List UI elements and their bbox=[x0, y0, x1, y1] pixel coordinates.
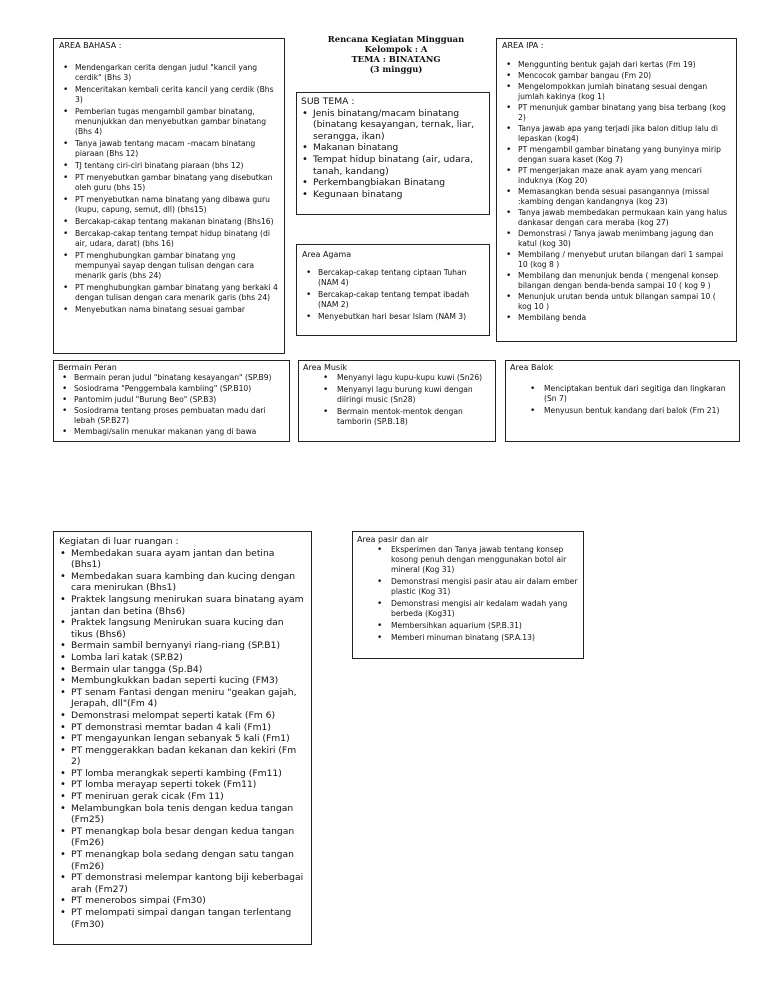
list-item: • Mengelompokkan jumlah binatang sesuai dengan jumlah kakinya (kog 1) bbox=[502, 82, 731, 102]
list-item: • Bercakap-cakap tentang makanan binatang (Bhs16) bbox=[59, 217, 279, 227]
list-item: • PT demonstrasi melempar kantong biji keberbagai arah (Fm27) bbox=[59, 872, 306, 895]
list-item: • Demonstrasi mengisi pasir atau air dalam ember plastic (Kog 31) bbox=[357, 577, 579, 597]
list-item: • PT mengayunkan lengan sebanyak 5 kali (Fm1) bbox=[59, 733, 306, 745]
list-item: • Demonstrasi / Tanya jawab menimbang jagung dan katul (kog 30) bbox=[502, 229, 731, 249]
list-item: • Sosiodrama "Penggembala kambiing" (SP.B10) bbox=[58, 384, 285, 394]
list-item: • Membilang benda bbox=[502, 313, 731, 323]
list-item: • PT mengerjakan maze anak ayam yang mencari induknya (Kog 20) bbox=[502, 166, 731, 186]
list-item: • Menyanyi lagu kupu-kupu kuwi (Sn26) bbox=[303, 373, 491, 383]
list-item: • Bercakap-cakap tentang tempat hidup binatang (di air, udara, darat) (bhs 16) bbox=[59, 229, 279, 249]
list-item: • Membedakan suara ayam jantan dan betina (Bhs1) bbox=[59, 548, 306, 571]
bermain-peran-box bbox=[53, 360, 290, 442]
list-item: • Mencocok gambar bangau (Fm 20) bbox=[502, 71, 731, 81]
area-ipa-list bbox=[502, 60, 731, 323]
group-label: Kelompok : A bbox=[364, 44, 428, 54]
area-pasir-air-title: Area pasir dan air bbox=[357, 535, 429, 544]
list-item: • Menyanyi lagu burung kuwi dengan diiringi music (Sn28) bbox=[303, 385, 491, 405]
area-agama-title: Area Agama bbox=[302, 250, 352, 259]
area-ipa-title: AREA IPA : bbox=[502, 41, 544, 50]
area-bahasa-box bbox=[53, 38, 285, 354]
list-item: • Makanan binatang bbox=[301, 142, 485, 154]
bermain-peran-title: Bermain Peran bbox=[58, 363, 117, 372]
list-item: • Pantomim judul "Burung Beo" (SP.B3) bbox=[58, 395, 285, 405]
list-item: • TJ tentang ciri-ciri binatang piaraan (bhs 12) bbox=[59, 161, 279, 171]
list-item: • Menyebutkan hari besar Islam (NAM 3) bbox=[302, 312, 484, 322]
list-item: • PT demonstrasi memtar badan 4 kali (Fm1) bbox=[59, 722, 306, 734]
list-item: • Melambungkan bola tenis dengan kedua tangan (Fm25) bbox=[59, 803, 306, 826]
list-item: • PT mengambil gambar binatang yang bunyinya mirip dengan suara kaset (Kog 7) bbox=[502, 145, 731, 165]
list-item: • Tanya jawab membedakan permukaan kain yang halus dankasar dengan cara meraba (kog 27) bbox=[502, 208, 731, 228]
sub-tema-list bbox=[301, 108, 485, 201]
list-item: • Jenis binatang/macam binatang (binatang kesayangan, ternak, liar, serangga, ikan) bbox=[301, 108, 485, 143]
list-item: • Sosiodrama tentang proses pembuatan madu dari lebah (SP.B27) bbox=[58, 406, 285, 426]
list-item: • PT menghubungkan gambar binatang yang berkaki 4 dengan tulisan dengan cara menarik garis (bhs 24) bbox=[59, 283, 279, 303]
list-item: • PT melompati simpai dangan tangan terlentang (Fm30) bbox=[59, 907, 306, 930]
list-item: • Bermain sambil bernyanyi riang-riang (SP.B1) bbox=[59, 640, 306, 652]
area-ipa-box bbox=[496, 38, 737, 342]
sub-tema-box bbox=[296, 92, 490, 215]
list-item: • Memberi minuman binatang (SP.A.13) bbox=[357, 633, 579, 643]
kegiatan-luar-list bbox=[59, 548, 306, 931]
list-item: • Bercakap-cakap tentang tempat ibadah (NAM 2) bbox=[302, 290, 484, 310]
list-item: • PT menggerakkan badan kekanan dan kekiri (Fm 2) bbox=[59, 745, 306, 768]
list-item: • Menciptakan bentuk dari segitiga dan lingkaran (Sn 7) bbox=[510, 384, 735, 404]
list-item: • PT senam Fantasi dengan meniru "geakan gajah, Jerapah, dll"(Fm 4) bbox=[59, 687, 306, 710]
list-item: • Menggunting bentuk gajah dari kertas (Fm 19) bbox=[502, 60, 731, 70]
theme-label: TEMA : BINATANG bbox=[351, 54, 441, 64]
list-item: • Bermain mentok-mentok dengan tamborin (SP.B.18) bbox=[303, 407, 491, 427]
list-item: • Tanya jawab apa yang terjadi jika balon ditiup lalu di lepaskan (kog4) bbox=[502, 124, 731, 144]
list-item: • Mendengarkan cerita dengan judul "kancil yang cerdik" (Bhs 3) bbox=[59, 63, 279, 83]
list-item: • Bermain ular tangga (Sp.B4) bbox=[59, 664, 306, 676]
list-item: • Membagi/salin menukar makanan yang di bawa bbox=[58, 427, 285, 437]
list-item: • Praktek langsung Menirukan suara kucing dan tikus (Bhs6) bbox=[59, 617, 306, 640]
list-item: • PT lomba merangkak seperti kambing (Fm11) bbox=[59, 768, 306, 780]
area-balok-title: Area Balok bbox=[510, 363, 554, 372]
area-balok-box bbox=[505, 360, 740, 442]
list-item: • Membedakan suara kambing dan kucing dengan cara menirukan (Bhs1) bbox=[59, 571, 306, 594]
list-item: • PT menangkap bola besar dengan kedua tangan (Fm26) bbox=[59, 826, 306, 849]
list-item: • Membilang dan menunjuk benda ( mengenal konsep bilangan dengan benda-benda sampai 10 ( kog 9 ) bbox=[502, 271, 731, 291]
area-bahasa-list bbox=[59, 63, 279, 315]
list-item: • Menunjuk urutan benda untuk bilangan sampai 10 ( kog 10 ) bbox=[502, 292, 731, 312]
list-item: • Perkembangbiakan Binatang bbox=[301, 177, 485, 189]
area-bahasa-title: AREA BAHASA : bbox=[59, 41, 122, 50]
list-item: • Praktek langsung menirukan suara binatang ayam jantan dan betina (Bhs6) bbox=[59, 594, 306, 617]
area-musik-box bbox=[298, 360, 496, 442]
list-item: • PT menyebutkan nama binatang yang dibawa guru (kupu, capung, semut, dll) (bhs15) bbox=[59, 195, 279, 215]
list-item: • Menyusun bentuk kandang dari balok (Fm 21) bbox=[510, 406, 735, 416]
list-item: • Tempat hidup binatang (air, udara, tanah, kandang) bbox=[301, 154, 485, 177]
area-pasir-air-box bbox=[352, 531, 584, 659]
kegiatan-luar-title: Kegiatan di luar ruangan : bbox=[59, 536, 179, 547]
list-item: • Lomba lari katak (SP.B2) bbox=[59, 652, 306, 664]
area-musik-list bbox=[303, 373, 491, 427]
list-item: • PT menangkap bola sedang dengan satu tangan (Fm26) bbox=[59, 849, 306, 872]
list-item: • Kegunaan binatang bbox=[301, 189, 485, 201]
plan-title: Rencana Kegiatan Mingguan bbox=[327, 34, 465, 44]
list-item: • Tanya jawab tentang macam –macam binatang piaraan (Bhs 12) bbox=[59, 139, 279, 159]
list-item: • PT menyebutkan gambar binatang yang disebutkan oleh guru (bhs 15) bbox=[59, 173, 279, 193]
page-header bbox=[298, 34, 494, 74]
list-item: • Bermain peran judul "binatang kesayangan" (SP.B9) bbox=[58, 373, 285, 383]
list-item: • Membersihkan aquarium (SP.B.31) bbox=[357, 621, 579, 631]
list-item: • Demonstrasi melompat seperti katak (Fm 6) bbox=[59, 710, 306, 722]
list-item: • Memasangkan benda sesuai pasangannya (missal :kambing dengan kandangnya (kog 23) bbox=[502, 187, 731, 207]
area-agama-box bbox=[296, 244, 490, 336]
sub-tema-title: SUB TEMA : bbox=[301, 96, 355, 107]
list-item: • Demonstrasi mengisi air kedalam wadah yang berbeda (Kog31) bbox=[357, 599, 579, 619]
list-item: • PT menunjuk gambar binatang yang bisa terbang (kog 2) bbox=[502, 103, 731, 123]
kegiatan-luar-box bbox=[53, 531, 312, 945]
list-item: • PT meniruan gerak cicak (Fm 11) bbox=[59, 791, 306, 803]
list-item: • Membungkukkan badan seperti kucing (FM3) bbox=[59, 675, 306, 687]
list-item: • Menceritakan kembali cerita kancil yang cerdik (Bhs 3) bbox=[59, 85, 279, 105]
list-item: • Membilang / menyebut urutan bilangan dari 1 sampai 10 (kog 8 ) bbox=[502, 250, 731, 270]
area-agama-list bbox=[302, 268, 484, 322]
area-pasir-air-list bbox=[357, 545, 579, 643]
list-item: • PT menerobos simpai (Fm30) bbox=[59, 895, 306, 907]
list-item: • PT lomba merayap seperti tokek (Fm11) bbox=[59, 779, 306, 791]
duration-label: (3 minggu) bbox=[369, 64, 423, 74]
list-item: • Eksperimen dan Tanya jawab tentang konsep kosong penuh dengan menggunakan botol air mineral (Kog 31) bbox=[357, 545, 579, 575]
area-musik-title: Area Musik bbox=[303, 363, 347, 372]
bermain-peran-list bbox=[58, 373, 285, 437]
list-item: • PT menghubungkan gambar binatang yng mempunyai sayap dengan tulisan dengan cara menarik garis (bhs 24) bbox=[59, 251, 279, 281]
list-item: • Pemberian tugas mengambil gambar binatang, menunjukkan dan menyebutkan gambar binatang (Bhs 4) bbox=[59, 107, 279, 137]
list-item: • Bercakap-cakap tentang ciptaan Tuhan (NAM 4) bbox=[302, 268, 484, 288]
list-item: • Menyebutkan nama binatang sesuai gambar bbox=[59, 305, 279, 315]
area-balok-list bbox=[510, 384, 735, 416]
